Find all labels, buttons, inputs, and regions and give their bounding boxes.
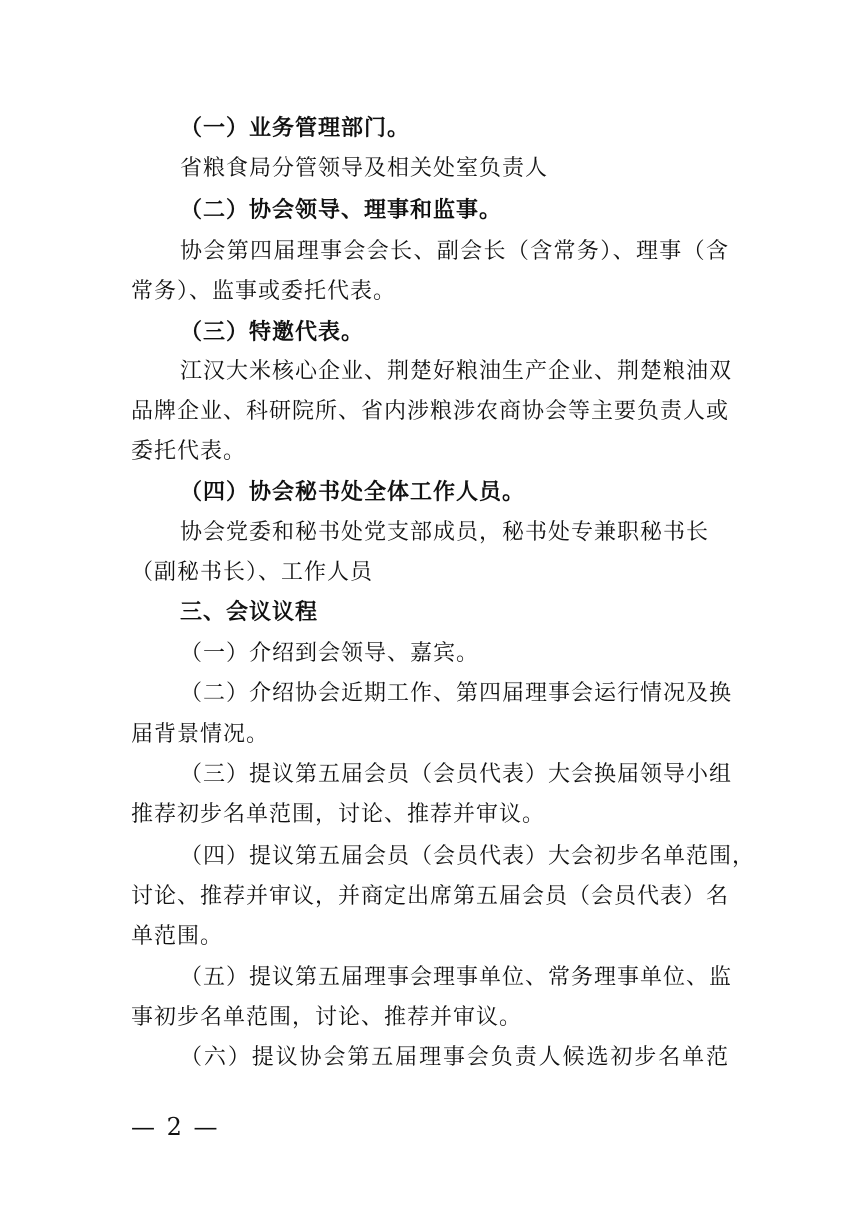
paragraph-line: 协会第四届理事会会长、副会长（含常务）、理事（含 [180,239,729,264]
agenda-item: （四）提议第五届会员（会员代表）大会初步名单范围， [180,844,756,869]
subheading-special-guests: （三）特邀代表。 [180,320,365,345]
paragraph-line: 届背景情况。 [131,722,270,747]
paragraph-line: 省粮食局分管领导及相关处室负责人 [180,156,549,181]
agenda-item: （六）提议协会第五届理事会负责人候选初步名单范 [180,1045,729,1070]
page-number: — 2 — [131,1113,220,1141]
paragraph-line: 事初步名单范围，讨论、推荐并审议。 [131,1005,523,1030]
paragraph-line: 品牌企业、科研院所、省内涉粮涉农商协会等主要负责人或 [131,399,730,424]
agenda-item: （二）介绍协会近期工作、第四届理事会运行情况及换 [180,681,733,706]
paragraph-line: 推荐初步名单范围，讨论、推荐并审议。 [131,802,546,827]
paragraph-line: 江汉大米核心企业、荆楚好粮油生产企业、荆楚粮油双 [180,359,733,384]
subheading-business-dept: （一）业务管理部门。 [180,116,411,141]
agenda-item: （一）介绍到会领导、嘉宾。 [180,641,480,666]
paragraph-line: 常务）、监事或委托代表。 [131,279,397,304]
subheading-association-leaders: （二）协会领导、理事和监事。 [180,198,503,223]
paragraph-line: （副秘书长）、工作人员 [131,560,374,585]
paragraph-line: 委托代表。 [131,439,247,464]
agenda-item: （三）提议第五届会员（会员代表）大会换届领导小组 [180,762,733,787]
agenda-item: （五）提议第五届理事会理事单位、常务理事单位、监 [180,965,733,990]
paragraph-line: 讨论、推荐并审议，并商定出席第五届会员（会员代表）名 [131,884,730,909]
paragraph-line: 协会党委和秘书处党支部成员，秘书处专兼职秘书长 [180,520,710,545]
paragraph-line: 单范围。 [131,924,224,949]
section-heading-agenda: 三、会议议程 [180,600,319,625]
subheading-secretariat-staff: （四）协会秘书处全体工作人员。 [180,480,526,505]
